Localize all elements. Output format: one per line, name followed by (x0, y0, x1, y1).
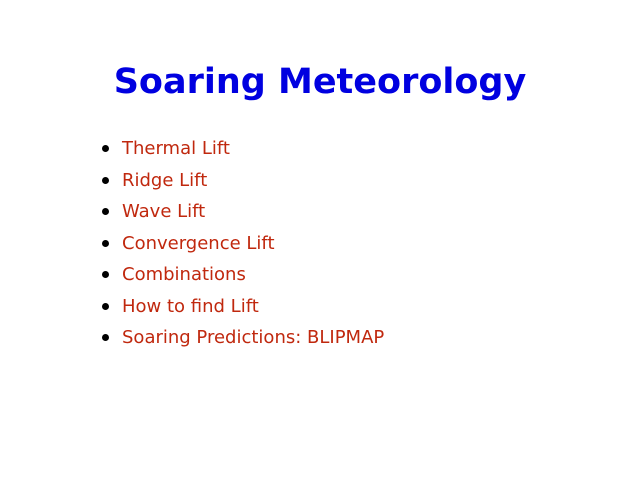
bullet-icon (102, 177, 109, 184)
bullet-icon (102, 334, 109, 341)
bullet-text-wave-lift: Wave Lift (122, 201, 206, 222)
bullet-text-convergence-lift: Convergence Lift (122, 232, 275, 254)
bullet-text-thermal-lift: Thermal Lift (122, 138, 230, 159)
bullet-icon (102, 145, 109, 152)
bullet-text-how-to-find-lift: How to find Lift (122, 295, 259, 317)
bullet-icon (102, 303, 109, 310)
bullet-text-ridge-lift: Ridge Lift (122, 169, 208, 191)
bullet-icon (102, 208, 109, 215)
bullet-icon (102, 271, 109, 278)
bullet-icon (102, 240, 109, 247)
bullet-text-soaring-predictions: Soaring Predictions: BLIPMAP (122, 327, 385, 348)
slide-title: Soaring Meteorology (113, 62, 527, 102)
bullet-text-combinations: Combinations (122, 264, 246, 285)
